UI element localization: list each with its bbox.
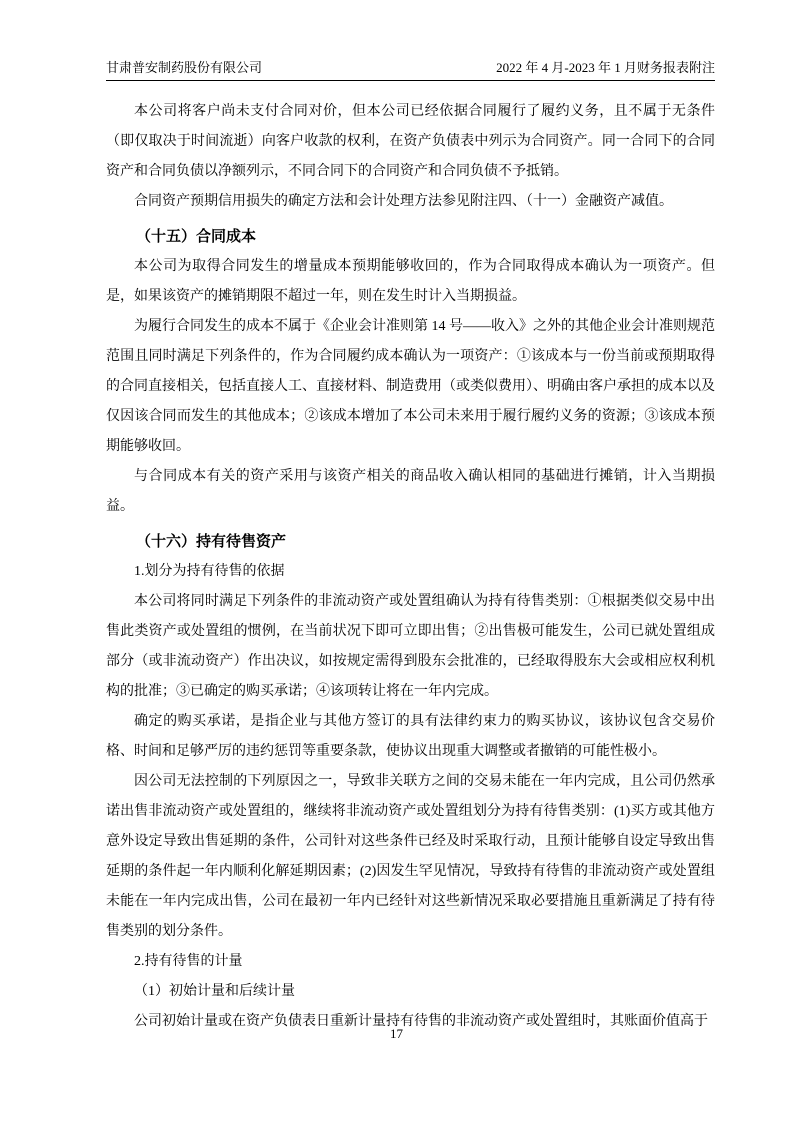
paragraph: 本公司为取得合同发生的增量成本预期能够收回的，作为合同取得成本确认为一项资产。但是，如果该资产的摊销期限不超过一年，则在发生时计入当期损益。 [106,259,715,304]
page-header [106,59,715,81]
document-body [106,97,715,1037]
section-heading: （十五）合同成本 [136,229,257,245]
paragraph: 公司初始计量或在资产负债表日重新计量持有待售的非流动资产或处置组时，其账面价值高于 [134,1014,708,1029]
sub-heading: （1）初始计量和后续计量 [134,984,295,999]
header-report-title: 2022 年 4 月-2023 年 1 月财务报表附注 [496,60,715,75]
paragraph: 合同资产预期信用损失的确定方法和会计处理方法参见附注四、（十一）金融资产减值。 [134,194,673,209]
page-footer [0,1025,793,1042]
paragraph: 确定的购买承诺，是指企业与其他方签订的具有法律约束力的购买协议，该协议包含交易价格、时间和足够严厉的违约惩罚等重要条款，使协议出现重大调整或者撤销的可能性极小。 [106,714,715,759]
section-heading: （十六）持有待售资产 [136,534,287,550]
sub-heading: 2.持有待售的计量 [134,954,243,969]
sub-heading: 1.划分为持有待售的依据 [134,564,285,579]
paragraph: 本公司将同时满足下列条件的非流动资产或处置组确认为持有待售类别：①根据类似交易中出售此类资产或处置组的惯例，在当前状况下即可立即出售；②出售极可能发生，公司已就处置组成部分（或非流动资产）作出决议，如按规定需得到股东会批准的，已经取得股东大会或相应权利机构的批准；③已确定的购买承诺；④该项转让将在一年内完成。 [106,594,715,699]
paragraph: 因公司无法控制的下列原因之一，导致非关联方之间的交易未能在一年内完成，且公司仍然承诺出售非流动资产或处置组的，继续将非流动资产或处置组划分为持有待售类别：(1)买方或其他方意外设定导致出售延期的条件，公司针对这些条件已经及时采取行动，且预计能够自设定导致出售延期的条件起一年内顺利化解延期因素；(2)因发生罕见情况，导致持有待售的非流动资产或处置组未能在一年内完成出售，公司在最初一年内已经针对这些新情况采取必要措施且重新满足了持有待售类别的划分条件。 [106,774,715,939]
page-number: 17 [390,1026,403,1041]
paragraph: 本公司将客户尚未支付合同对价，但本公司已经依据合同履行了履约义务，且不属于无条件（即仅取决于时间流逝）向客户收款的权利，在资产负债表中列示为合同资产。同一合同下的合同资产和合同负债以净额列示，不同合同下的合同资产和合同负债不予抵销。 [106,104,715,179]
paragraph: 为履行合同发生的成本不属于《企业会计准则第 14 号——收入》之外的其他企业会计准则规范范围且同时满足下列条件的，作为合同履约成本确认为一项资产：①该成本与一份当前或预期取得的合同直接相关，包括直接人工、直接材料、制造费用（或类似费用）、明确由客户承担的成本以及仅因该合同而发生的其他成本；②该成本增加了本公司未来用于履行履约义务的资源；③该成本预期能够收回。 [106,319,715,454]
paragraph: 与合同成本有关的资产采用与该资产相关的商品收入确认相同的基础进行摊销，计入当期损益。 [106,469,715,514]
header-company-name: 甘肃普安制药股份有限公司 [106,60,263,75]
